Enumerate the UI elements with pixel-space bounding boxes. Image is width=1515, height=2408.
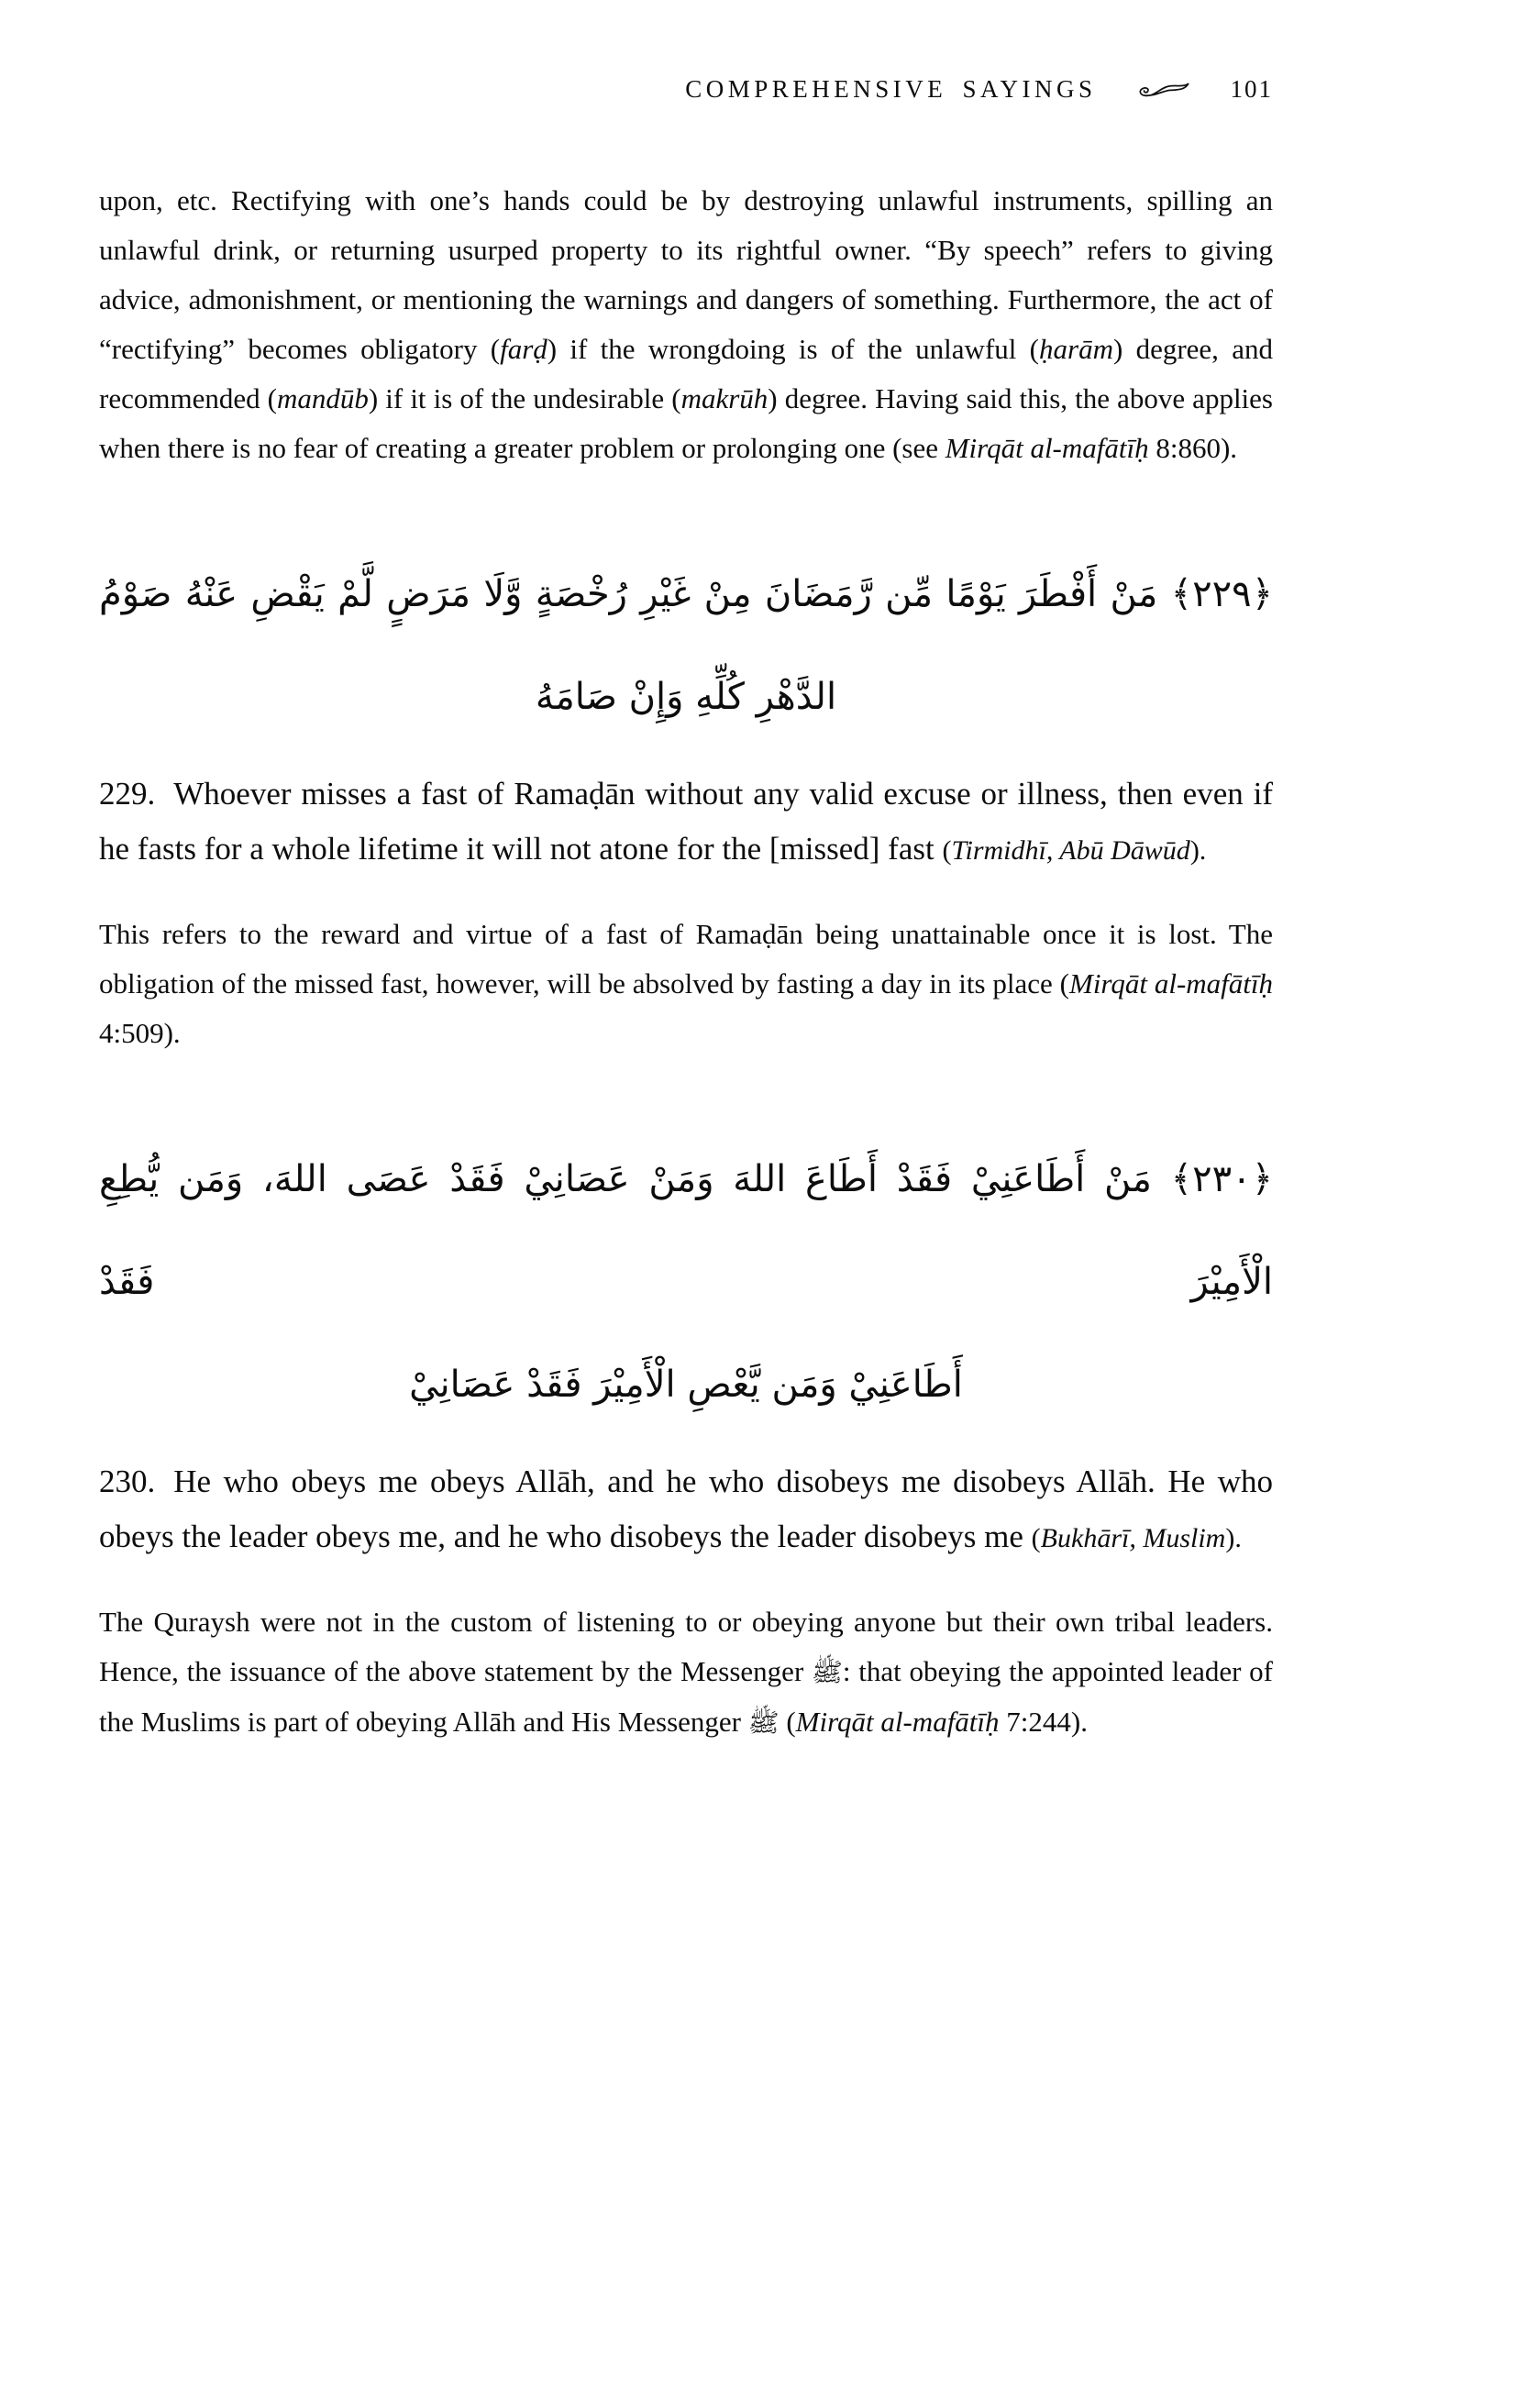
- arabic-hadith-229: [99, 543, 1273, 748]
- book-page: [99, 0, 1273, 1748]
- translation-230: [99, 1454, 1273, 1566]
- intro-paragraph: upon, etc. Rectifying with one’s hands could be by destroying unlawful instruments, spilling an unlawful drink, or returning usurped property to its rightful owner. “By speech” refers to giving advice, admonishment, or mentioning the warnings and dangers of something. Furthermore, the act of “rectifying” becomes obligatory (farḍ) if the wrongdoing is of the unlawful (ḥarām) degree, and recommended (mandūb) if it is of the undesirable (makrūh) degree. Having said this, the above applies when there is no fear of creating a greater problem or prolonging one (see Mirqāt al-mafātīḥ 8:860).: [99, 184, 1273, 464]
- arabic-hadith-230: [99, 1128, 1273, 1436]
- hadith-number-230: 230.: [99, 1464, 156, 1499]
- hadith-entry-230: [99, 1128, 1273, 1748]
- page-number: 101: [1230, 75, 1273, 103]
- translation-text-229: Whoever misses a fast of Ramaḍān without any valid excuse or illness, then even if he fasts for a whole lifetime it will not atone for the [missed] fast (Tirmidhī, Abū Dāwūd).: [99, 776, 1273, 867]
- arabic-line-1: ﴿٢٣٠﴾ مَنْ أَطَاعَنِيْ فَقَدْ أَطَاعَ اللهَ وَمَنْ عَصَانِيْ فَقَدْ عَصَى اللهَ، وَمَن يُّطِعِ الْأَمِيْرَ فَقَدْ: [99, 1158, 1273, 1303]
- hadith-entry-229: [99, 543, 1273, 1058]
- arabic-line-2: الدَّهْرِ كُلِّهِ وَإِنْ صَامَهُ: [535, 676, 837, 718]
- commentary-230: The Quraysh were not in the custom of listening to or obeying anyone but their own tribal leaders. Hence, the issuance of the above statement by the Messenger ﷺ: that obeying the appointed leader of the Muslims is part of obeying Allāh and His Messenger ﷺ (Mirqāt al-mafātīḥ 7:244).: [99, 1606, 1274, 1738]
- hadith-number-229: 229.: [99, 776, 156, 812]
- translation-text-230: He who obeys me obeys Allāh, and he who disobeys me disobeys Allāh. He who obeys the leader obeys me, and he who disobeys the leader disobeys me (Bukhārī, Muslim).: [99, 1464, 1273, 1554]
- translation-229: [99, 767, 1273, 878]
- running-head: [99, 75, 1273, 103]
- commentary-229: This refers to the reward and virtue of a fast of Ramaḍān being unattainable once it is lost. The obligation of the missed fast, however, will be absolved by fasting a day in its place (Mirqāt al-mafātīḥ 4:509).: [99, 918, 1274, 1049]
- arabic-line-1: ﴿٢٢٩﴾ مَنْ أَفْطَرَ يَوْمًا مِّن رَّمَضَانَ مِنْ غَيْرِ رُخْصَةٍ وَّلَا مَرَضٍ لَّمْ يَقْضِ عَنْهُ صَوْمُ: [99, 573, 1273, 615]
- calligraphic-swash-icon: [1137, 81, 1190, 101]
- arabic-line-2: أَطَاعَنِيْ وَمَن يَّعْصِ الْأَمِيْرَ فَقَدْ عَصَانِيْ: [409, 1364, 963, 1406]
- running-head-title: COMPREHENSIVE SAYINGS: [685, 75, 1097, 103]
